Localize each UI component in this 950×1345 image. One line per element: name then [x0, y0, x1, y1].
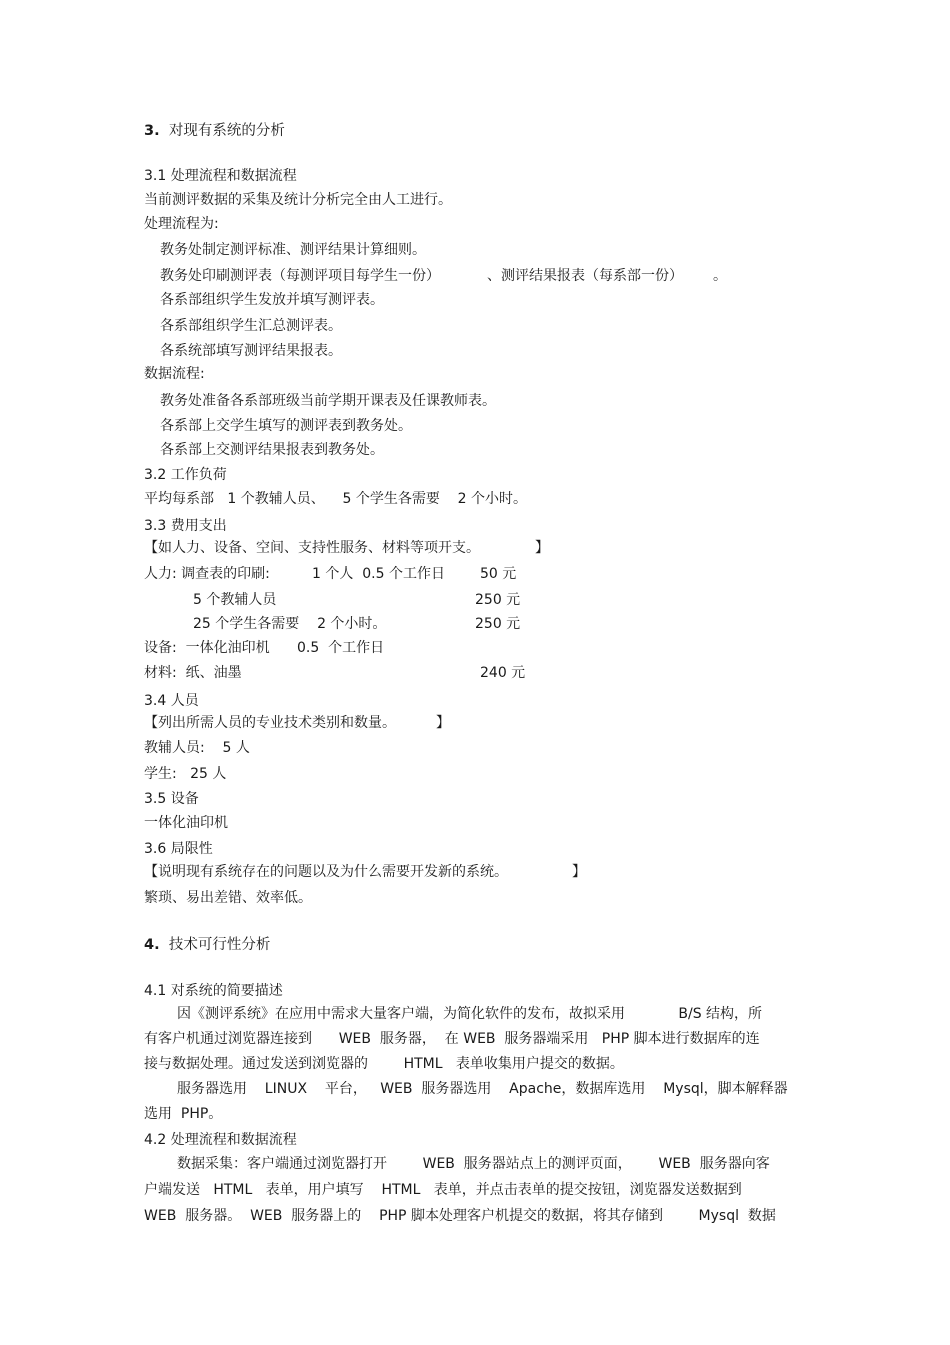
list-item: 。 — [713, 268, 727, 284]
cost-detail: 1 个人 0.5 个工作日 — [312, 566, 445, 582]
note-close: 】 — [535, 540, 549, 556]
cost-amount: 250 元 — [475, 616, 521, 632]
paragraph-line: 接与数据处理。通过发送到浏览器的 HTML 表单收集用户提交的数据。 — [144, 1056, 624, 1072]
list-item: 教务处制定测评标准、测评结果计算细则。 — [160, 242, 426, 258]
cost-label: 设备: 一体化油印机 — [144, 640, 270, 656]
list-item: 各系部上交测评结果报表到教务处。 — [160, 442, 384, 458]
paragraph-line: 有客户机通过浏览器连接到 WEB 服务器， 在 WEB 服务器端采用 PHP 脚本进行数据库的连 — [144, 1031, 760, 1047]
paragraph-line: 因《测评系统》在应用中需求大量客户端，为简化软件的发布，故拟采用 B/S 结构，所 — [177, 1006, 763, 1022]
subsection-heading: 3.5 设备 — [144, 791, 199, 807]
subsection-heading: 4.2 处理流程和数据流程 — [144, 1132, 297, 1148]
paragraph-line: 选用 PHP。 — [144, 1106, 223, 1122]
subsection-heading: 3.1 处理流程和数据流程 — [144, 168, 297, 184]
subsection-heading: 3.3 费用支出 — [144, 518, 227, 534]
list-item: 教务处印刷测评表（每测评项目每学生一份） — [160, 268, 440, 284]
section-number: 4. — [144, 937, 160, 953]
subsection-heading: 3.4 人员 — [144, 693, 199, 709]
note: 【说明现有系统存在的问题以及为什么需要开发新的系统。 — [144, 864, 508, 880]
section-title: 技术可行性分析 — [168, 937, 271, 953]
note-close: 】 — [436, 715, 450, 731]
list-item: 各系部上交学生填写的测评表到教务处。 — [160, 418, 412, 434]
list-item: 、测评结果报表（每系部一份） — [487, 268, 683, 284]
paragraph: 教辅人员: 5 人 — [144, 740, 250, 756]
cost-amount: 50 元 — [480, 566, 517, 582]
paragraph-label: 数据流程: — [144, 366, 205, 382]
note: 【列出所需人员的专业技术类别和数量。 — [144, 715, 396, 731]
list-item: 各系部组织学生汇总测评表。 — [160, 318, 342, 334]
cost-detail: 25 个学生各需要 2 个小时。 — [193, 616, 387, 632]
paragraph: 繁琐、易出差错、效率低。 — [144, 890, 312, 906]
paragraph: 一体化油印机 — [144, 815, 228, 831]
paragraph: 当前测评数据的采集及统计分析完全由人工进行。 — [144, 192, 452, 208]
paragraph-line: 数据采集：客户端通过浏览器打开 WEB 服务器站点上的测评页面， WEB 服务器向客 — [177, 1156, 770, 1172]
paragraph-line: 服务器选用 LINUX 平台， WEB 服务器选用 Apache，数据库选用 Mysql，脚本解释器 — [177, 1081, 788, 1097]
cost-label: 材料: 纸、油墨 — [144, 665, 242, 681]
cost-amount: 250 元 — [475, 592, 521, 608]
list-item: 教务处准备各系部班级当前学期开课表及任课教师表。 — [160, 393, 496, 409]
paragraph-line: WEB 服务器。 WEB 服务器上的 PHP 脚本处理客户机提交的数据，将其存储到 Mysql 数据 — [144, 1208, 776, 1224]
note-close: 】 — [572, 864, 586, 880]
cost-detail: 5 个教辅人员 — [193, 592, 277, 608]
paragraph-line: 户端发送 HTML 表单，用户填写 HTML 表单，并点击表单的提交按钮，浏览器发送数据到 — [144, 1182, 742, 1198]
cost-detail: 0.5 个工作日 — [297, 640, 385, 656]
cost-label: 人力: 调查表的印刷: — [144, 566, 270, 582]
paragraph: 学生: 25 人 — [144, 766, 227, 782]
subsection-heading: 3.6 局限性 — [144, 841, 213, 857]
list-item: 各系统部填写测评结果报表。 — [160, 343, 342, 359]
section-3-heading — [144, 122, 285, 140]
note: 【如人力、设备、空间、支持性服务、材料等项开支。 — [144, 540, 480, 556]
list-item: 各系部组织学生发放并填写测评表。 — [160, 292, 384, 308]
section-number: 3. — [144, 123, 160, 139]
subsection-heading: 3.2 工作负荷 — [144, 467, 227, 483]
paragraph: 平均每系部 1 个教辅人员、 5 个学生各需要 2 个小时。 — [144, 491, 528, 507]
section-title: 对现有系统的分析 — [168, 123, 285, 139]
section-4-heading — [144, 936, 270, 954]
subsection-heading: 4.1 对系统的简要描述 — [144, 983, 283, 999]
paragraph-label: 处理流程为: — [144, 216, 219, 232]
cost-amount: 240 元 — [480, 665, 526, 681]
